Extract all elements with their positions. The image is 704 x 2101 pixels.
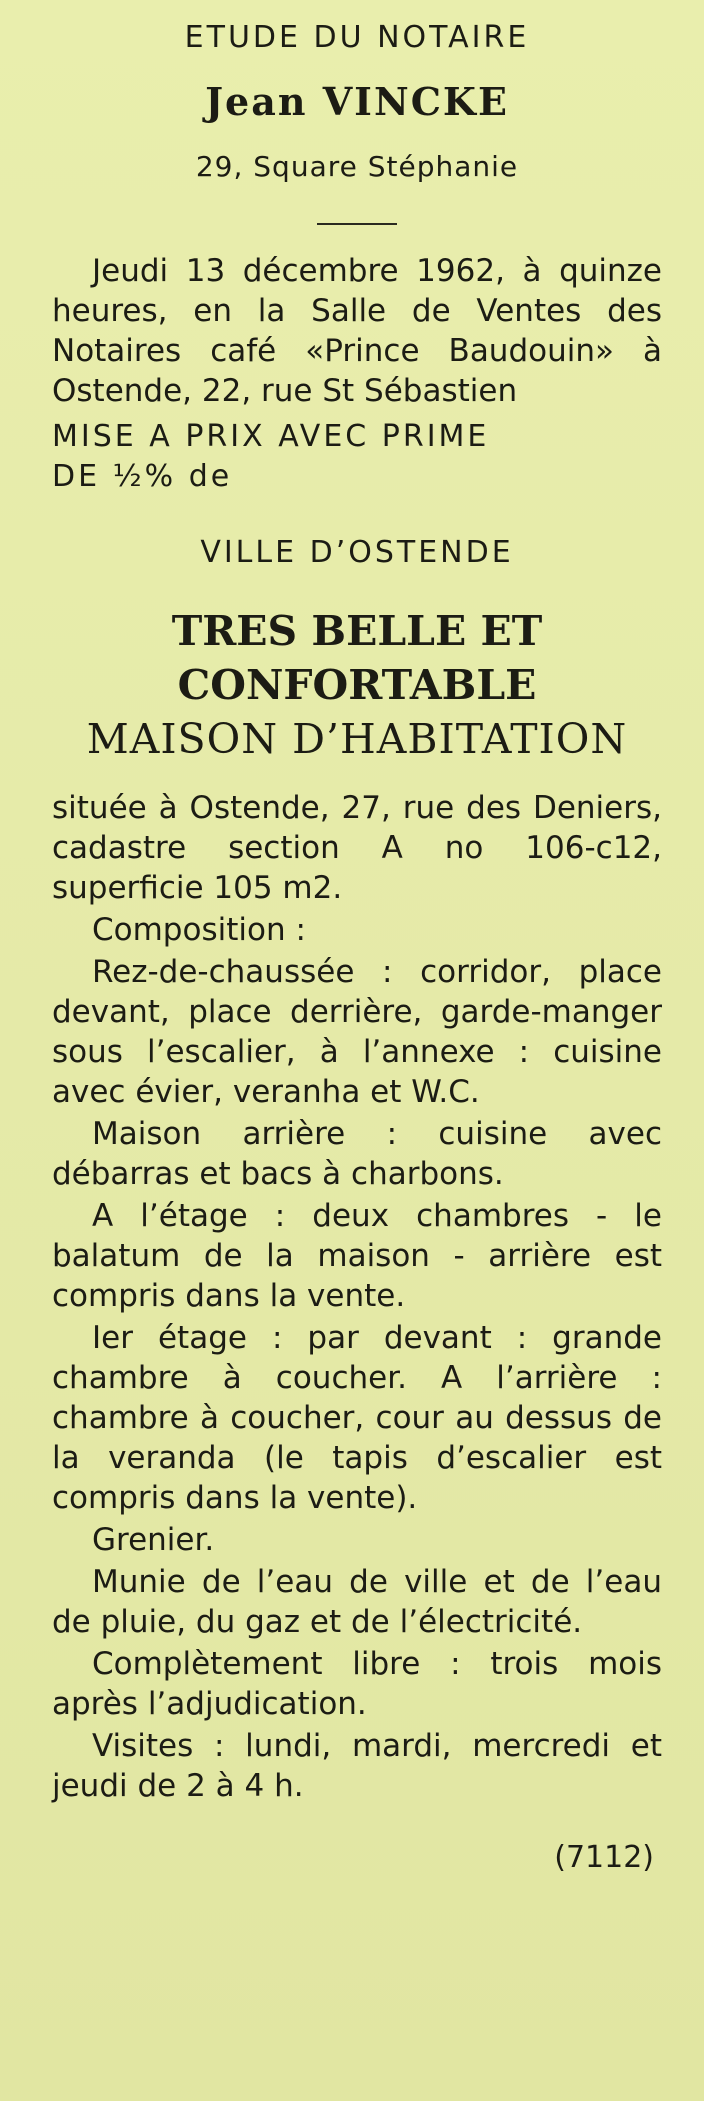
starting-price-line-2: DE ½% de	[52, 459, 233, 494]
notary-office-heading: ETUDE DU NOTAIRE	[184, 20, 530, 55]
starting-price-line-1: MISE A PRIX AVEC PRIME	[52, 419, 490, 454]
upper-floor-paragraph: A l’étage : deux chambres - le balatum de la maison - arrière est compris dans la vente.	[52, 1198, 662, 1314]
utilities-paragraph: Munie de l’eau de ville et de l’eau de pluie, du gaz et de l’électricité.	[52, 1564, 662, 1640]
property-description	[52, 788, 662, 1806]
property-headline	[52, 604, 662, 766]
notary-address: 29, Square Stéphanie	[195, 150, 519, 183]
notary-name: Jean VINCKE	[205, 79, 509, 124]
reference-number: (7112)	[554, 1840, 654, 1875]
headline-line-1: TRES BELLE ET	[171, 607, 543, 655]
headline-line-2: CONFORTABLE	[177, 661, 537, 709]
first-floor-paragraph: Ier étage : par devant : grande chambre à coucher. A l’arrière : chambre à coucher, cour au dessus de la veranda (le tapis d’escalier est compris dans la vente).	[52, 1320, 662, 1516]
starting-price-clause	[52, 417, 662, 497]
ground-floor-paragraph: Rez-de-chaussée : corridor, place devant, place derrière, garde-manger sous l’escalier, à l’annexe : cuisine avec évier, veranha et W.C.	[52, 954, 662, 1110]
location-paragraph: située à Ostende, 27, rue des Deniers, cadastre section A no 106-c12, superficie 105 m2.	[52, 790, 662, 906]
notice	[52, 14, 662, 1875]
headline-line-3: MAISON D’HABITATION	[86, 715, 628, 763]
city-heading: VILLE D’OSTENDE	[200, 535, 514, 570]
divider	[317, 223, 397, 225]
availability-paragraph: Complètement libre : trois mois après l’adjudication.	[52, 1646, 662, 1722]
attic-paragraph: Grenier.	[92, 1522, 215, 1558]
composition-heading: Composition :	[92, 912, 306, 948]
auction-details: Jeudi 13 décembre 1962, à quinze heures, en la Salle de Ventes des Notaires café «Prince Baudouin» à Ostende, 22, rue St Sébastien	[52, 253, 662, 409]
visits-paragraph: Visites : lundi, mardi, mercredi et jeudi de 2 à 4 h.	[52, 1728, 662, 1804]
rear-house-paragraph: Maison arrière : cuisine avec débarras et bacs à charbons.	[52, 1116, 662, 1192]
